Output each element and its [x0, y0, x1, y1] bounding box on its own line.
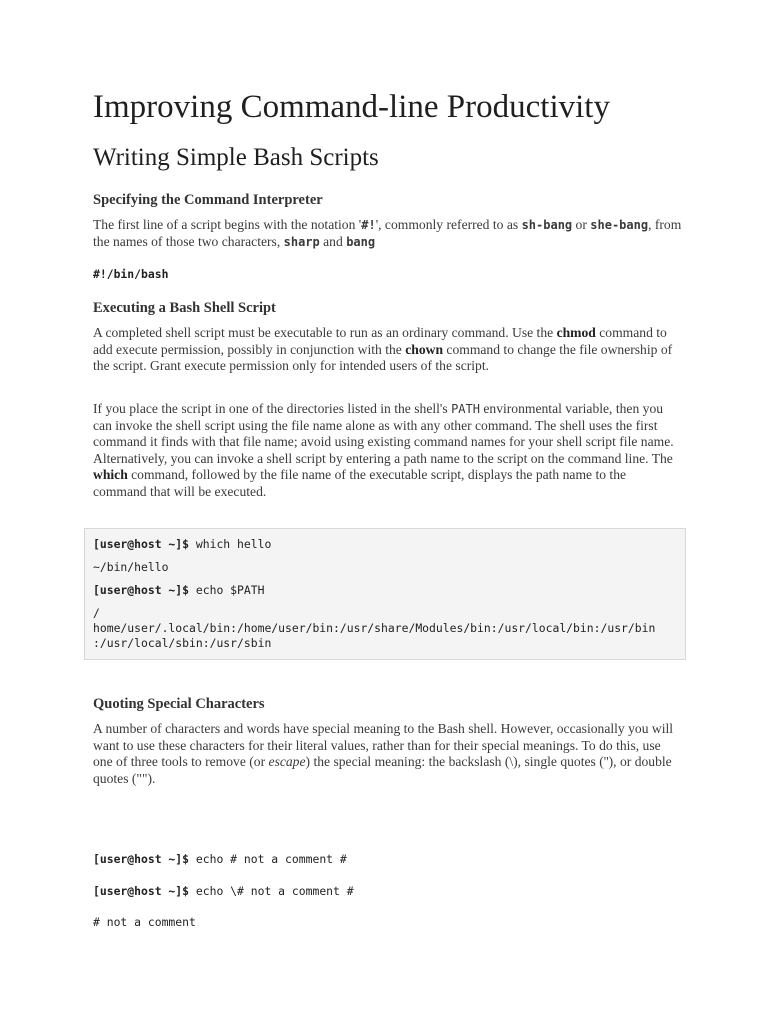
code-line — [93, 852, 347, 867]
paragraph-quoting — [93, 721, 683, 787]
text: The first line of a script begins with the notation ' — [93, 217, 362, 232]
prompt: [user@host ~]$ — [93, 537, 190, 551]
inline-code: bang — [346, 234, 376, 249]
paragraph-executable — [93, 325, 683, 375]
inline-code: sh-bang — [521, 218, 573, 232]
prompt: [user@host ~]$ — [93, 884, 190, 898]
text: ) the special meaning: the backslash (\), single quotes (''), or double quotes (""). — [93, 754, 672, 786]
text: environmental variable, then you can invoke the shell script using the file name alone as with any other command. The shell uses the first command it finds with that file name; avoid using existing command names for your shell script file name. Alternatively, you can invoke a shell script by entering a path name to the script on the command line. The — [93, 401, 674, 466]
text: ', commonly referred to as — [375, 217, 522, 232]
text: , from the names of those two characters, — [93, 217, 682, 249]
command: echo # not a comment # — [189, 852, 347, 866]
inline-code: #! — [361, 218, 376, 232]
bold-command: chmod — [556, 325, 596, 340]
bold-command: which — [93, 467, 128, 483]
heading-quoting: Quoting Special Characters — [93, 696, 265, 712]
text: If you place the script in one of the directories listed in the shell's — [93, 401, 452, 416]
command: echo \# not a comment # — [189, 884, 354, 898]
prompt: [user@host ~]$ — [93, 583, 190, 597]
paragraph-path — [93, 401, 683, 501]
section-title: Writing Simple Bash Scripts — [93, 144, 379, 171]
code-block-path — [84, 528, 686, 660]
heading-command-interpreter: Specifying the Command Interpreter — [93, 192, 323, 208]
code-output: home/user/.local/bin:/home/user/bin:/usr/share/Modules/bin:/usr/local/bin:/usr/bin — [93, 621, 656, 635]
bold-command: chown — [405, 341, 444, 357]
page-title: Improving Command-line Productivity — [93, 89, 610, 125]
code-output: :/usr/local/sbin:/usr/sbin — [93, 636, 272, 650]
code-output: ~/bin/hello — [93, 560, 169, 574]
text: A number of characters and words have special meaning to the Bash shell. However, occasionally you will want to use these characters for their literal values, rather than for their special meanings. To do this, use one of three tools to remove (or — [93, 721, 674, 770]
code-shebang: #!/bin/bash — [93, 267, 169, 281]
inline-code: sharp — [283, 234, 320, 249]
text: and — [319, 233, 347, 249]
code-output: # not a comment — [93, 915, 196, 929]
heading-executing-script: Executing a Bash Shell Script — [93, 300, 276, 316]
code-line — [93, 583, 264, 598]
inline-code: she-bang — [590, 218, 649, 232]
emphasis: escape — [268, 754, 306, 770]
code-output: / — [93, 606, 100, 620]
command: echo $PATH — [189, 583, 265, 597]
code-line — [93, 537, 271, 552]
code-line — [93, 884, 354, 899]
inline-code: PATH — [451, 402, 480, 416]
paragraph-sh-bang — [93, 217, 683, 250]
text: or — [572, 217, 591, 232]
command: which hello — [189, 537, 272, 551]
text: command, followed by the file name of the executable script, displays the path name to the command that will be executed. — [93, 467, 627, 499]
text: A completed shell script must be executable to run as an ordinary command. Use the — [93, 325, 557, 340]
text: command to add execute permission, possibly in conjunction with the — [93, 325, 667, 357]
text: command to change the file ownership of the script. Grant execute permission only for intended users of the script. — [93, 341, 673, 374]
prompt: [user@host ~]$ — [93, 852, 190, 866]
